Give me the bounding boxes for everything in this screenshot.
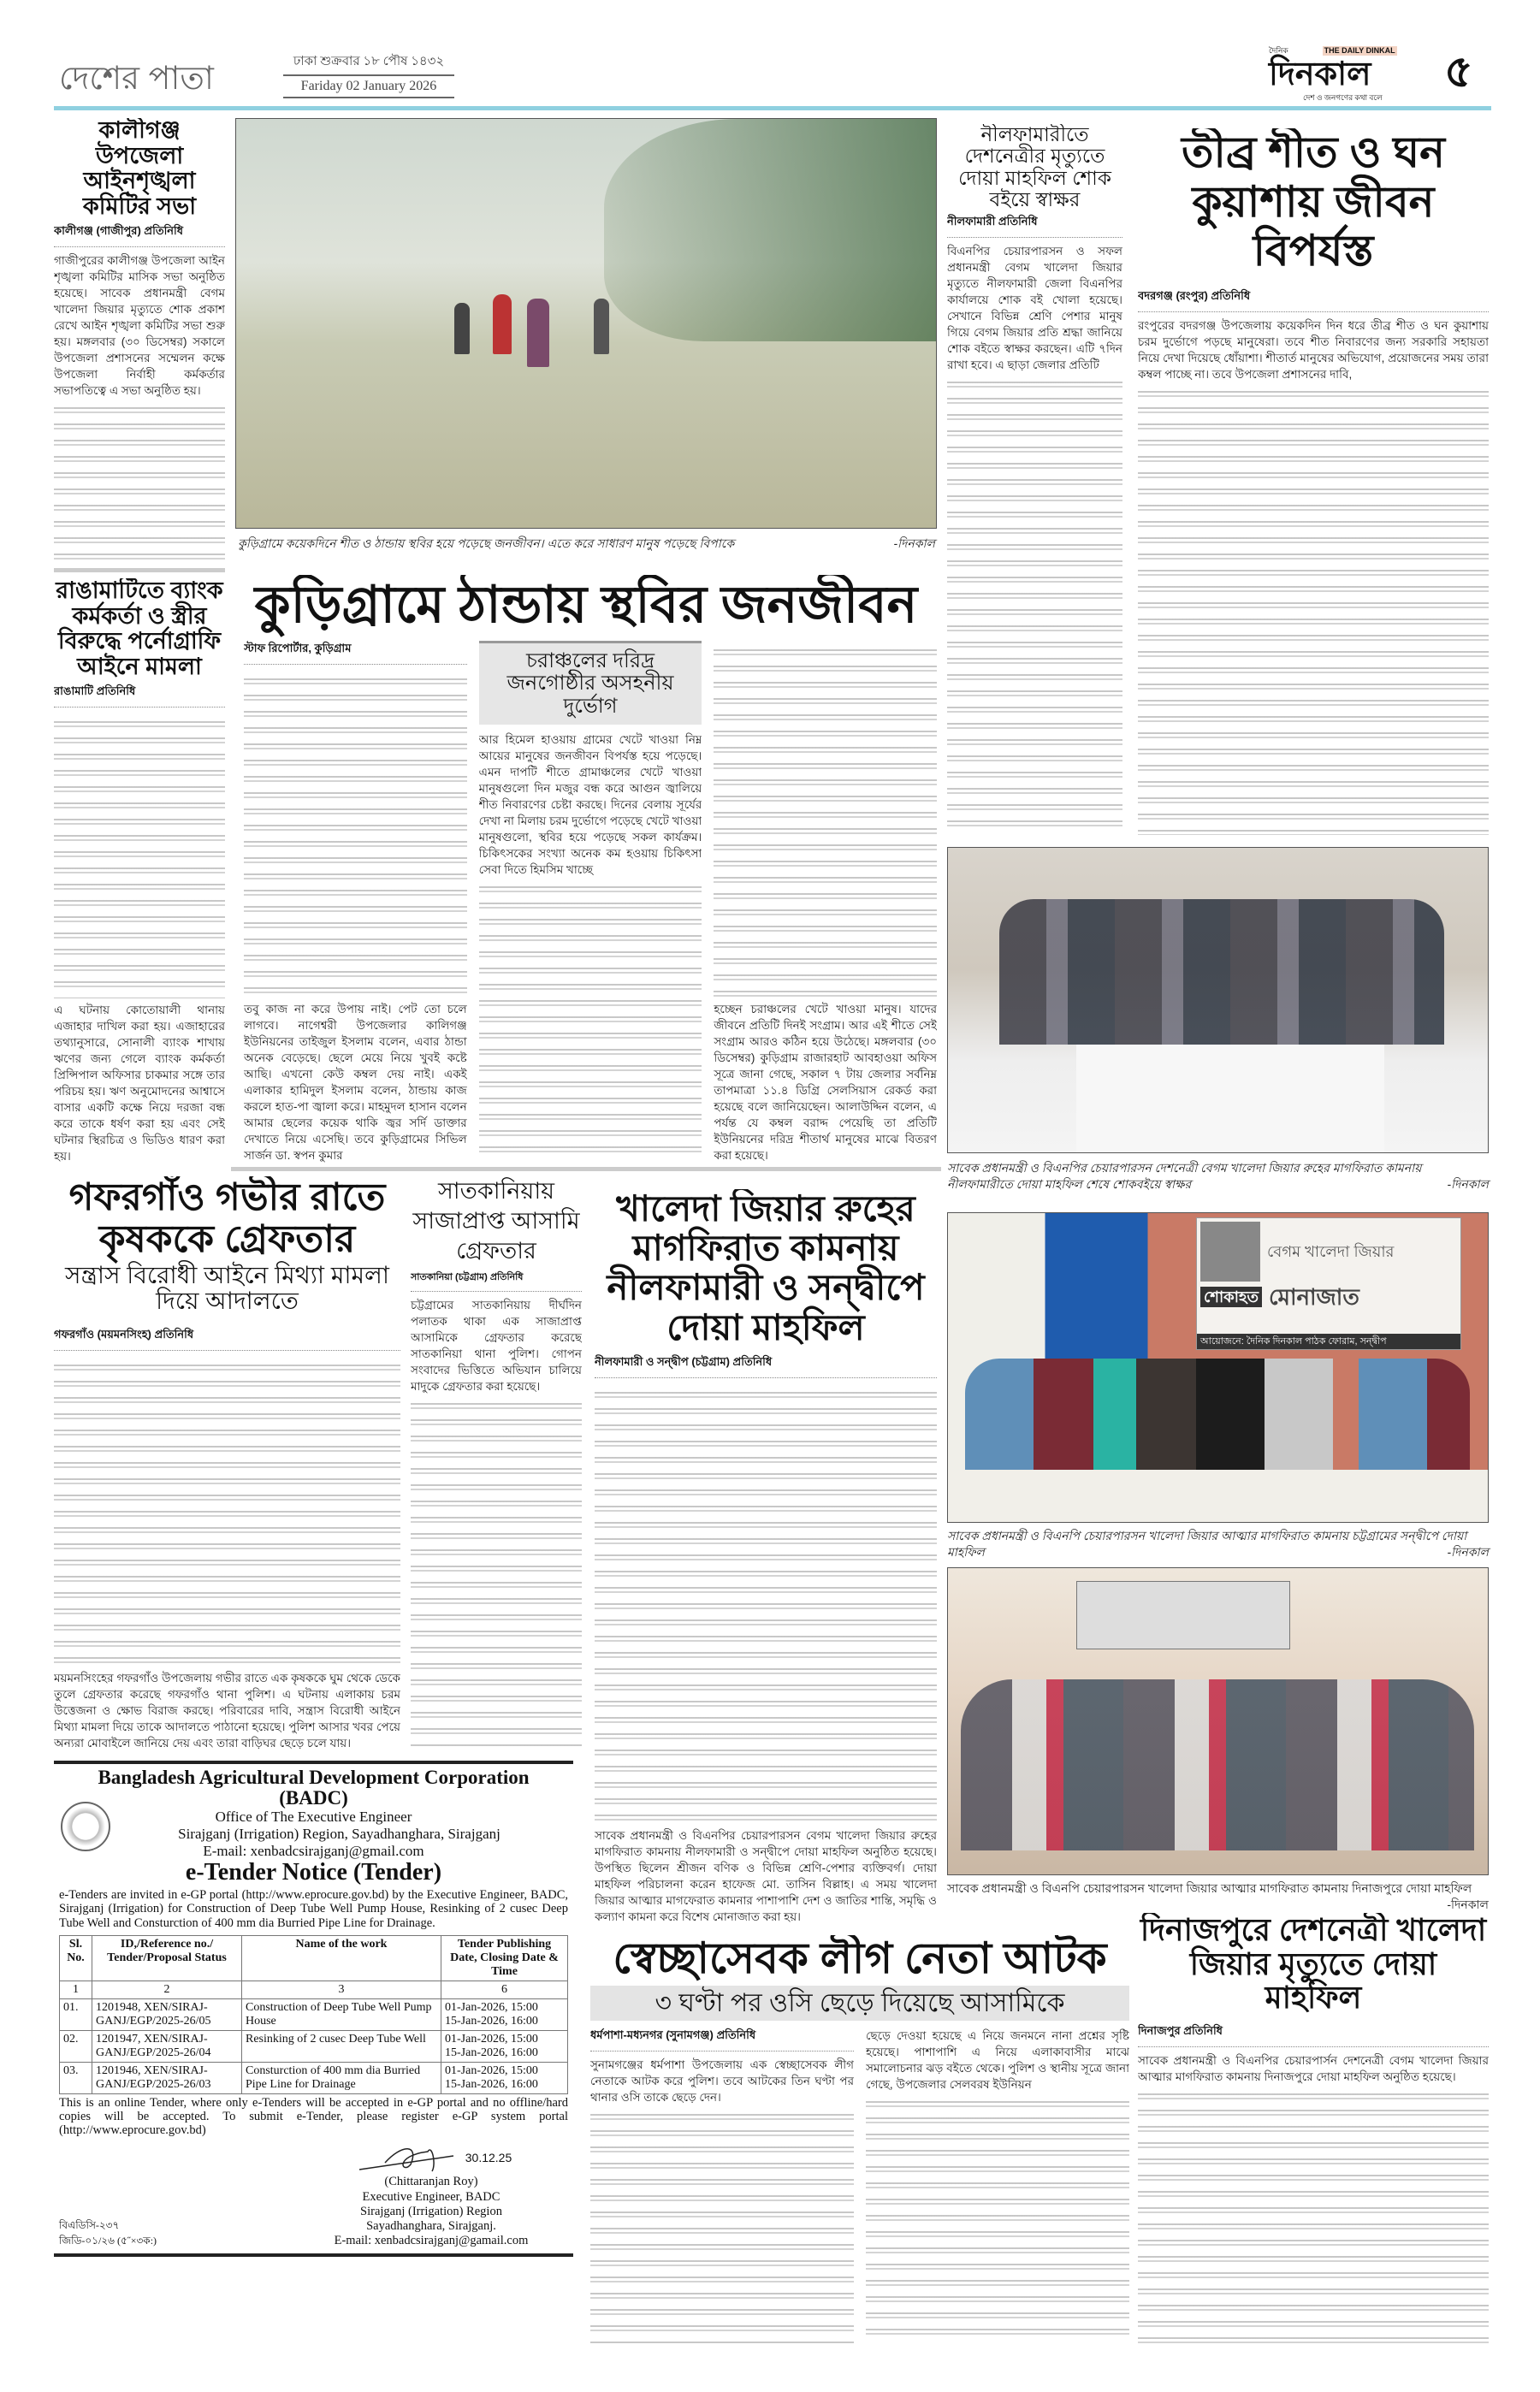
person-figure: [594, 299, 609, 354]
closing-date: 15-Jan-2026, 16:00: [445, 2046, 538, 2059]
story-body: এ ঘটনায় কোতোয়ালী থানায় এজাহার দাখিল করা হয়। এজাহারের তথ্যানুসারে, সোনালী ব্যাংক শাখায় ঋণের জন্য গেলে ব্যাংক কর্মকর্তা প্রিন্সিপাল অফিসার চাকমার সঙ্গে তার পরিচয় হয়। ঋণ অনুমোদনের আশ্বাসে বাসার একটি কক্ষে নিয়ে দরজা বন্ধ করে তাকে ধর্ষণ করা হয় এবং সেই ঘটনার স্থিরচিত্র ও ভিডিও ধারণ করা হয়।: [54, 1004, 225, 1163]
table: [1076, 1045, 1384, 1153]
text-texture: [411, 1398, 582, 1748]
office: Office of The Executive Engineer: [215, 1809, 412, 1826]
sl: 02.: [60, 2030, 92, 2062]
publish-date: 01-Jan-2026, 15:00: [445, 2000, 538, 2014]
text-texture: [1138, 386, 1489, 836]
person-figure: [454, 303, 470, 354]
byline: ধর্মপাশা-মধ্যনগর (সুনামগঞ্জ) প্রতিনিধি: [590, 2028, 854, 2052]
mourning-banner: [1196, 1217, 1461, 1350]
byline: বদরগঞ্জ (রংপুর) প্রতিনিধি: [1138, 288, 1489, 312]
date-english: Fariday 02 January 2026: [283, 76, 454, 98]
work-name: Construction of Deep Tube Well Pump House: [242, 1998, 441, 2030]
story-body: ময়মনসিংহের গফরগাঁও উপজেলায় গভীর রাতে এক কৃষককে ঘুম থেকে ডেকে তুলে গ্রেফতার করেছে গফরগাঁও থানা পুলিশ। এ ঘটনায় এলাকায় চরম উত্তেজনা ও ক্ষোভ বিরাজ করছে। পরিবারের দাবি, সন্ত্রাস বিরোধী আইনে মিথ্যা মামলা দিয়ে তাকে আদালতে পাঠানো হয়েছে। পুলিশ আসার খবর পেয়ে অন্যরা মোবাইলে জানিয়ে দেয় এবং তারা বাড়িঘর ছেড়ে চলে যায়।: [54, 1672, 400, 1750]
story-dinajpur: [1138, 1913, 1489, 2348]
photo-foggy-riverbank: [235, 118, 937, 529]
sl: 01.: [60, 1998, 92, 2030]
photo-caption: [238, 536, 935, 552]
table-row: [60, 2062, 568, 2093]
newspaper-logo: [1269, 46, 1431, 103]
region: Sirajganj (Irrigation) Region, Sayadhanghara, Sirajganj: [178, 1826, 500, 1843]
story-kaliganj: [54, 118, 225, 563]
photo-caption: [947, 1528, 1489, 1560]
text-texture: [54, 402, 225, 560]
people-group: [999, 899, 1444, 1045]
story-body: ছেড়ে দেওয়া হয়েছে এ নিয়ে জনমনে নানা প্রশ্নের সৃষ্টি হয়েছে। পাশাপাশি এ নিয়ে এলাকাবাসীর মাঝে সমালোচনার ঝড় বইতে থেকে। পুলিশ ও স্থানীয় সূত্রে জানা গেছে, উপজেলার সেলবরষ ইউনিয়ন: [866, 2029, 1129, 2091]
story-body: হচ্ছেন চরাঞ্চলের খেটে খাওয়া মানুষ। যাদের জীবনে প্রতিটি দিনই সংগ্রাম। আর এই শীতে সেই সংগ্রাম আরও কঠিন হয়ে উঠেছে। মঙ্গলবার (৩০ ডিসেম্বর) কুড়িগ্রাম রাজারহাট আবহাওয়া অফিস সূত্রে জানা গেছে, সকাল ৭ টায় জেলার সর্বনিম্ন তাপমাত্রা ১১.৪ ডিগ্রি সেলসিয়াস রেকর্ড করা হয়েছে বলে জানিয়েছেন। আলাউদ্দিন বলেন, এ পর্যন্ত যে কম্বল বরাদ্দ পেয়েছি তা প্রতিটি ইউনিয়নের দরিদ্র শীতার্থ মানুষের মাঝে বিতরণ করা হয়েছে।: [714, 1003, 937, 1162]
text-texture: [595, 1387, 937, 1824]
dates: [441, 2062, 568, 2093]
headline-badarganj: তীব্র শীত ও ঘন কুয়াশায় জীবন বিপর্যস্ত: [1182, 128, 1445, 275]
photo-sandwip-prayer: [947, 1212, 1489, 1523]
byline: নীলফামারী প্রতিনিধি: [947, 214, 1122, 238]
table-header-row: [60, 1935, 568, 1981]
email: E-mail: xenbadcsirajganj@gmail.com: [203, 1843, 424, 1860]
signature: [294, 2140, 568, 2175]
kurigram-column-3: [714, 641, 937, 1163]
story-nilphamari: [947, 124, 1122, 838]
tender-note: This is an online Tender, where only e-Tenders will be accepted in e-GP portal and no offline/hard copies will be accepted. To submit e-Tender, please register e-GP system portal (http://www.eprocure.gov.bd): [59, 2095, 568, 2138]
photo-caption: [947, 1160, 1489, 1193]
photo-dinajpur-prayer: [947, 1567, 1489, 1875]
text-texture: [54, 716, 225, 998]
photo-condolence-book-signing: [947, 847, 1489, 1153]
closing-date: 15-Jan-2026, 16:00: [445, 2077, 538, 2091]
badc-seal-icon: [61, 1802, 110, 1851]
table-row: [60, 2030, 568, 2062]
closing-date: 15-Jan-2026, 16:00: [445, 2014, 538, 2028]
portrait: [1200, 1222, 1260, 1282]
kurigram-column-2: [479, 641, 702, 1163]
byline: রাঙামাটি প্রতিনিধি: [54, 684, 225, 708]
banner-top: [1197, 1218, 1460, 1282]
column-number-row: [60, 1981, 568, 1998]
dates: [441, 2030, 568, 2062]
headline-volunteer-league: স্বেচ্ছাসেবক লীগ নেতা আটক: [613, 1935, 1107, 1982]
date-bengali: ঢাকা শুক্রবার ১৮ পৌষ ১৪৩২: [283, 51, 454, 76]
banner-title: বেগম খালেদা জিয়ার: [1267, 1243, 1395, 1260]
text-texture: [479, 881, 702, 1160]
signature-date: 30.12.25: [465, 2151, 512, 2165]
text-texture: [714, 644, 937, 998]
volunteer-columns: [590, 2028, 1129, 2348]
story-body: তবু কাজ না করে উপায় নাই। পেট তো চলে লাগবে। নাগেশ্বরী উপজেলার কালিগঞ্জ ইউনিয়নের তাইজুল ইসলাম বলেন, এবার ঠান্ডা অনেক বেড়েছে। ছেলে মেয়ে নিয়ে খুবই কষ্টে আছি। এখনো কেউ কম্বল দেয় নাই। একই এলাকার হামিদুল ইসলাম বলেন, ঠান্ডায় কাজ করলে হাত-পা জ্বালা করে। মাহমুদল হাসান বলেন আমার ছেলের কয়েক থাকি জ্বর সর্দি ডাক্তার দেখাতে নিয়ে এসেছি। তবে কুড়িগ্রামের সিভিল সার্জন ডা. স্বপন কুমার: [244, 1003, 467, 1162]
subhead: চরাঞ্চলের দরিদ্র জনগোষ্ঠীর অসহনীয় দুর্ভোগ: [506, 649, 674, 718]
person-figure: [493, 294, 512, 354]
column-header: Sl. No.: [60, 1935, 92, 1981]
volunteer-column-1: [590, 2028, 854, 2348]
column-header: ID,/Reference no./ Tender/Proposal Status: [92, 1935, 242, 1981]
section-title: দেশের পাতা: [59, 61, 214, 97]
subhead-box: [479, 641, 702, 725]
photo-credit: -দিনকাল: [893, 536, 935, 550]
table: [948, 1470, 1489, 1523]
headline: কালীগঞ্জ উপজেলা আইনশৃঙ্খলা কমিটির সভা: [82, 118, 197, 220]
kurigram-columns: [235, 641, 937, 1163]
byline: গফরগাঁও (ময়মনসিংহ) প্রতিনিধি: [54, 1327, 400, 1351]
story-rangamati: [54, 578, 225, 1164]
subhead-volunteer-league: ৩ ঘণ্টা পর ওসি ছেড়ে দিয়েছে আসামিকে: [590, 1986, 1129, 2021]
banner-organizer: আয়োজনে: দৈনিক দিনকাল পাঠক ফোরাম, সন্দ্বীপ: [1197, 1334, 1460, 1349]
headline: রাঙামাটিতে ব্যাংক কর্মকর্তা ও স্ত্রীর বিরুদ্ধে পর্নোগ্রাফি আইনে মামলা: [56, 578, 223, 680]
tender-intro: e-Tenders are invited in e-GP portal (http://www.eprocure.gov.bd) by the Executive Engineer, BADC, Sirajganj (Irrigation) for Construction of Deep Tube Well Pump House, Resinking of 2 cusec Deep Tube Well and Consturction of 400 mm dia Burried Pipe Line for Drainage.: [59, 1888, 568, 1930]
logo-top-row: [1269, 46, 1397, 56]
tender-title: e-Tender Notice (Tender): [185, 1859, 442, 1886]
logo-tagline: দেশ ও জনগণের কথা বলে: [1303, 93, 1383, 102]
photo-caption: [947, 1880, 1489, 1913]
story-badarganj: [1138, 128, 1489, 838]
page-number: ৫: [1444, 47, 1473, 97]
story-satkania: [411, 1176, 582, 1751]
ad-references: [59, 2217, 157, 2248]
work-name: Consturction of 400 mm dia Burried Pipe Line for Drainage: [242, 2062, 441, 2093]
people-group: [965, 1359, 1470, 1478]
signer-email: E-mail: xenbadcsirajganj@gamail.com: [334, 2233, 529, 2247]
text-texture: [1138, 2088, 1489, 2344]
tender-id: 1201947, XEN/SIRAJ-GANJ/EGP/2025-26/04: [92, 2030, 242, 2062]
caption-text: সাবেক প্রধানমন্ত্রী ও বিএনপি চেয়ারপারসন খালেদা জিয়ার আত্মার মাগফিরাত কামনায় দিনাজপুরে দোয়া মাহফিল: [947, 1881, 1472, 1895]
people-group: [961, 1679, 1474, 1850]
tender-table: [59, 1935, 568, 2094]
volunteer-column-2: [866, 2028, 1129, 2348]
story-body: সুনামগঞ্জের ধর্মপাশা উপজেলায় এক স্বেচ্ছাসেবক লীগ নেতাকে আটক করে পুলিশ। তবে আটকের তিন ঘণ্টা পর থানার ওসি তাকে ছেড়ে দেন।: [590, 2058, 854, 2104]
caption-text: কুড়িগ্রামে কয়েকদিনে শীত ও ঠান্ডায় স্থবির হয়ে পড়েছে জনজীবন। এতে করে সাধারণ মানুষ পড়েছে বিপাকে: [238, 536, 735, 550]
signer-region: Sirajganj (Irrigation) Region: [360, 2204, 502, 2218]
column-number: 6: [441, 1981, 568, 1998]
column-number: 1: [60, 1981, 92, 1998]
wall-banner: [1076, 1581, 1290, 1649]
byline: কালীগঞ্জ (গাজীপুর) প্রতিনিধি: [54, 223, 225, 247]
byline: স্টাফ রিপোর্টার, কুড়িগ্রাম: [244, 641, 467, 665]
column-number: 2: [92, 1981, 242, 1998]
tender-footer: [59, 2140, 568, 2248]
story-body: রংপুরের বদরগঞ্জ উপজেলায় কয়েকদিন দিন ধরে তীব্র শীত ও ঘন কুয়াশায় চরম দুর্ভোগে পড়ছে মানুষেরা। তবে শীত নিবারণের জন্য সরকারি সহায়তা নিয়ে দেখা দিয়েছে ধোঁয়াশা। শীতার্ত মানুষের অভিযোগ, প্রয়োজনের সময় তারা কম্বল পাচ্ছে না। তবে উপজেলা প্রশাসনের দাবি,: [1138, 318, 1489, 381]
signer-place: Sayadhanghara, Sirajganj.: [366, 2218, 496, 2233]
signature-scribble: [351, 2140, 462, 2175]
story-gafargaon: [54, 1176, 400, 1751]
photo-credit: -দিনকাল: [1447, 1177, 1489, 1191]
org-abbr: (BADC): [279, 1787, 348, 1809]
work-name: Resinking of 2 cusec Deep Tube Well: [242, 2030, 441, 2062]
headline: সাতকানিয়ায় সাজাপ্রাপ্ত আসামি গ্রেফতার: [412, 1178, 580, 1264]
logo-prefix: দৈনিক: [1269, 46, 1288, 55]
text-texture: [947, 376, 1122, 835]
byline: নীলফামারী ও সন্দ্বীপ (চট্টগ্রাম) প্রতিনিধি: [595, 1354, 937, 1378]
header-rule: [54, 106, 1491, 110]
column-header: Name of the work: [242, 1935, 441, 1981]
column-number: 3: [242, 1981, 441, 1998]
byline: সাতকানিয়া (চট্টগ্রাম) প্রতিনিধি: [411, 1270, 582, 1292]
signer-title: Executive Engineer, BADC: [362, 2189, 500, 2204]
banner-middle: [1197, 1282, 1460, 1312]
photo-credit: -দিনকাল: [1447, 1898, 1489, 1911]
dates: [441, 1998, 568, 2030]
logo-english: THE DAILY DINKAL: [1324, 46, 1395, 55]
sl: 03.: [60, 2062, 92, 2093]
text-texture: [54, 1359, 400, 1667]
text-texture: [590, 2109, 854, 2344]
caption-text: সাবেক প্রধানমন্ত্রী ও বিএনপি চেয়ারপারসন খালেদা জিয়ার আত্মার মাগফিরাত কামনায় চট্টগ্রামের সন্দ্বীপে দোয়া মাহফিল: [947, 1529, 1467, 1559]
org-name: Bangladesh Agricultural Development Corporation: [98, 1767, 530, 1788]
divider: [231, 1167, 941, 1171]
headline-dinajpur: দিনাজপুরে দেশনেত্রী খালেদা জিয়ার মৃত্যুতে দোয়া মাহফিল: [1140, 1913, 1487, 2016]
headline: নীলফামারীতে দেশনেত্রীর মৃত্যুতে দোয়া মাহফিল শোক বইয়ে স্বাক্ষর: [958, 124, 1111, 210]
headline-kurigram: কুড়িগ্রামে ঠান্ডায় স্থবির জনজীবন: [254, 576, 918, 633]
person-figure: [527, 299, 549, 367]
date-block: [283, 51, 454, 98]
divider: [54, 568, 225, 572]
banner-main: মোনাজাত: [1268, 1284, 1359, 1310]
logo-text: দিনকাল: [1269, 56, 1371, 92]
publish-date: 01-Jan-2026, 15:00: [445, 2032, 538, 2046]
ad-size: জিডি-০১/২৬ (৫˝×৩ক:): [59, 2235, 157, 2247]
story-kurigram: [235, 575, 937, 1163]
photo-credit: -দিনকাল: [1447, 1545, 1489, 1559]
banner-mourn: শোকাহত: [1200, 1287, 1262, 1307]
story-khaleda-prayer: [595, 1189, 937, 1925]
story-body: গাজীপুরের কালীগঞ্জ উপজেলা আইন শৃঙ্খলা কমিটির মাসিক সভা অনুষ্ঠিত হয়েছে। সাবেক প্রধানমন্ত্রী বেগম খালেদা জিয়ার মৃত্যুতে শোক প্রকাশ রেখে আইন শৃঙ্খলা কমিটির সভা শুরু হয়। মঙ্গলবার (৩০ ডিসেম্বর) সকালে উপজেলা প্রশাসনের সম্মেলন কক্ষে উপজেলা নির্বাহী কর্মকর্তার সভাপতিত্বে এ সভা অনুষ্ঠিত হয়।: [54, 253, 225, 397]
ad-reference: বিএডিসি-২৩৭: [59, 2219, 120, 2232]
story-body: বিএনপির চেয়ারপারসন ও সফল প্রধানমন্ত্রী বেগম খালেদা জিয়ার মৃত্যুতে নীলফামারী জেলা বিএনপির কার্যালয়ে শোক বই খোলা হয়েছে। সেখানে বিভিন্ন শ্রেণি পেশার মানুষ গিয়ে বেগম জিয়ার প্রতি শ্রদ্ধা জানিয়ে শোক বইতে স্বাক্ষর করছেন। এটি ৭দিন রাখা হবে। এ ছাড়া জেলার প্রতিটি: [947, 245, 1122, 372]
byline: দিনাজপুর প্রতিনিধি: [1138, 2023, 1489, 2047]
subhead: সন্ত্রাস বিরোধী আইনে মিথ্যা মামলা দিয়ে আদালতে: [64, 1261, 390, 1315]
column-header: Tender Publishing Date, Closing Date & Time: [441, 1935, 568, 1981]
kurigram-column-1: [244, 641, 467, 1163]
publish-date: 01-Jan-2026, 15:00: [445, 2063, 538, 2077]
headline: খালেদা জিয়ার রুহের মাগফিরাত কামনায় নীলফামারী ও সন্দ্বীপে দোয়া মাহফিল: [607, 1189, 925, 1347]
text-texture: [244, 673, 467, 998]
text-texture: [866, 2096, 1129, 2344]
caption-text: সাবেক প্রধানমন্ত্রী ও বিএনপির চেয়ারপারসন দেশনেত্রী বেগম খালেদা জিয়ার রুহের মাগফিরাত কামনায় নীলফামারীতে দোয়া মাহফিল শেষে শোকবইয়ে স্বাক্ষর: [947, 1161, 1422, 1191]
story-body: আর হিমেল হাওয়ায় গ্রামের খেটে খাওয়া নিম্ন আয়ের মানুষের জনজীবন বিপর্যস্ত হয়ে পড়েছে। এমন দাপটি শীতে গ্রামাঞ্চলের খেটে খাওয়া মানুষগুলো দিন মজুর বন্ধ করে আগুন জ্বালিয়ে শীত নিবারণের চেষ্টা করছে। দিনের বেলায় সূর্যের দেখা না মিলায় চরম দুর্ভোগে পড়েছে খেটে খাওয়া মানুষগুলো, স্থবির হয়ে পড়েছে সকল কার্যক্রম। চিকিৎসকের সংখ্যা অনেক কম হওয়ায় চিকিৎসা সেবা দিতে হিমসিম খাচ্ছে: [478, 733, 702, 877]
table-row: [60, 1998, 568, 2030]
tender-notice: [54, 1761, 573, 2257]
story-body: সাবেক প্রধানমন্ত্রী ও বিএনপির চেয়ারপার্সন দেশনেত্রী বেগম খালেদা জিয়ার আত্মার মাগফিরাত কামনায় দিনাজপুরে দোয়া মাহফিল অনুষ্ঠিত হয়েছে।: [1138, 2053, 1489, 2083]
page-header: [54, 46, 1491, 104]
signer-block: [294, 2140, 568, 2248]
tender-id: 1201946, XEN/SIRAJ-GANJ/EGP/2025-26/03: [92, 2062, 242, 2093]
signer-name: (Chittaranjan Roy): [384, 2175, 478, 2189]
story-body: সাবেক প্রধানমন্ত্রী ও বিএনপির চেয়ারপারসন বেগম খালেদা জিয়ার রুহের মাগফিরাত কামনায় নীলফামারী ও সন্দ্বীপে দোয়া মাহফিল অনুষ্ঠিত হয়েছে। উপস্থিত ছিলেন শ্রীজন বণিক ও বিভিন্ন শ্রেণি-পেশার ব্যক্তিবর্গ। দোয়া মাহফিল পরিচালনা করেন হাফেজ মো. তাসিন বিল্লাহ। এ সময় খালেদা জিয়ার আত্মার মাগফেরাত কামনার পাশাপাশি দেশ ও জাতির শান্তি, সমৃদ্ধি ও কল্যাণ কামনা করে বিশেষ মোনাজাত করা হয়।: [595, 1829, 937, 1923]
story-volunteer-league: [590, 1935, 1129, 2348]
headline: গফরগাঁও গভীর রাতে কৃষককে গ্রেফতার: [68, 1176, 386, 1261]
story-body: চট্টগ্রামের সাতকানিয়ায় দীর্ঘদিন পলাতক থাকা এক সাজাপ্রাপ্ত আসামিকে গ্রেফতার করেছে সাতকানিয়া থানা পুলিশ। গোপন সংবাদের ভিত্তিতে অভিযান চালিয়ে মাদুকে গ্রেফতার করা হয়েছে।: [411, 1299, 582, 1394]
tender-id: 1201948, XEN/SIRAJ-GANJ/EGP/2025-26/05: [92, 1998, 242, 2030]
tree-line: [604, 119, 937, 341]
